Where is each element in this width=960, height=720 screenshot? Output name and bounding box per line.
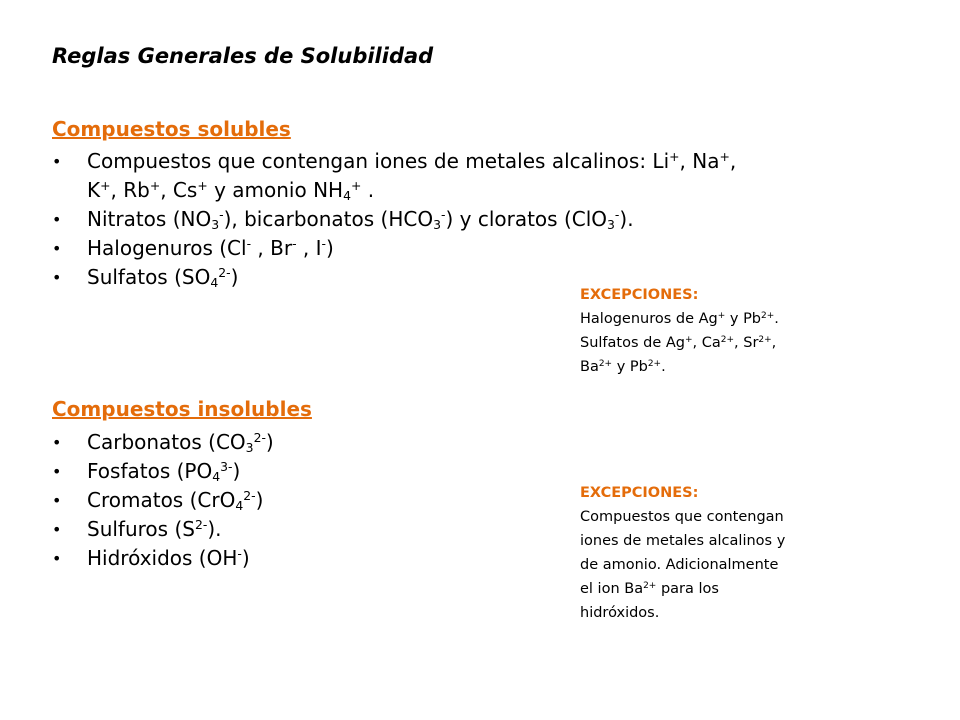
- bullet-icon: •: [52, 239, 62, 258]
- list-item: • Carbonatos $(CO_3^{2-})$: [52, 430, 274, 456]
- list-item: • Halogenuros (Cl- , Br- , I-): [52, 234, 852, 263]
- list-item: • Sulfatos $(SO_4^{2-})$: [52, 265, 239, 291]
- soluble-list: [52, 147, 852, 292]
- page-title: Reglas Generales de Solubilidad: [52, 44, 434, 68]
- bullet-icon: •: [52, 462, 62, 481]
- insoluble-heading: Compuestos insolubles: [52, 397, 312, 421]
- exceptions-line: Compuestos que contengan: [580, 509, 784, 525]
- exceptions-soluble-note: [580, 283, 880, 379]
- bullet-icon: •: [52, 549, 62, 568]
- exceptions-line: Halogenuros de Ag+ y $Pb^{2+}$.: [580, 311, 779, 327]
- exceptions-line: Sulfatos de Ag+, $Ca^{2+}$, $Sr^{2+}$,: [580, 335, 777, 351]
- list-item: • Sulfuros $(S^{2-})$.: [52, 515, 852, 544]
- bullet-icon: •: [52, 268, 62, 287]
- list-item: • Cromatos (CrO$_4^{2-}$): [52, 488, 264, 514]
- bullet-icon: •: [52, 520, 62, 539]
- exceptions-line: $Ba^{2+}$ y $Pb^{2+}$.: [580, 359, 666, 375]
- exceptions-heading: EXCEPCIONES:: [580, 287, 699, 303]
- bullet-icon: •: [52, 210, 62, 229]
- bullet-icon: •: [52, 491, 62, 510]
- exceptions-insoluble-note: [580, 481, 880, 625]
- exceptions-line: iones de metales alcalinos y: [580, 533, 786, 549]
- exceptions-line: el ion $Ba^{2+}$ para los: [580, 581, 719, 597]
- list-item: • Hidróxidos (OH-): [52, 544, 852, 573]
- list-item: • Fosfatos $(PO_4^{3-})$: [52, 459, 241, 485]
- exceptions-heading: EXCEPCIONES:: [580, 485, 699, 501]
- list-item: • Nitratos $(NO_3^-)$, bicarbonatos $(HCO_3^-)$ y cloratos (ClO$_3$-).: [52, 207, 634, 233]
- soluble-heading: Compuestos solubles: [52, 117, 291, 141]
- exceptions-line: hidróxidos.: [580, 605, 660, 621]
- bullet-icon: •: [52, 152, 62, 171]
- bullet-icon: •: [52, 433, 62, 452]
- list-item: • Compuestos que contengan iones de metales alcalinos: Li+, Na+, K+, Rb+, Cs+ y amonio $NH_4^+$ .: [52, 149, 737, 204]
- exceptions-line: de amonio. Adicionalmente: [580, 557, 779, 573]
